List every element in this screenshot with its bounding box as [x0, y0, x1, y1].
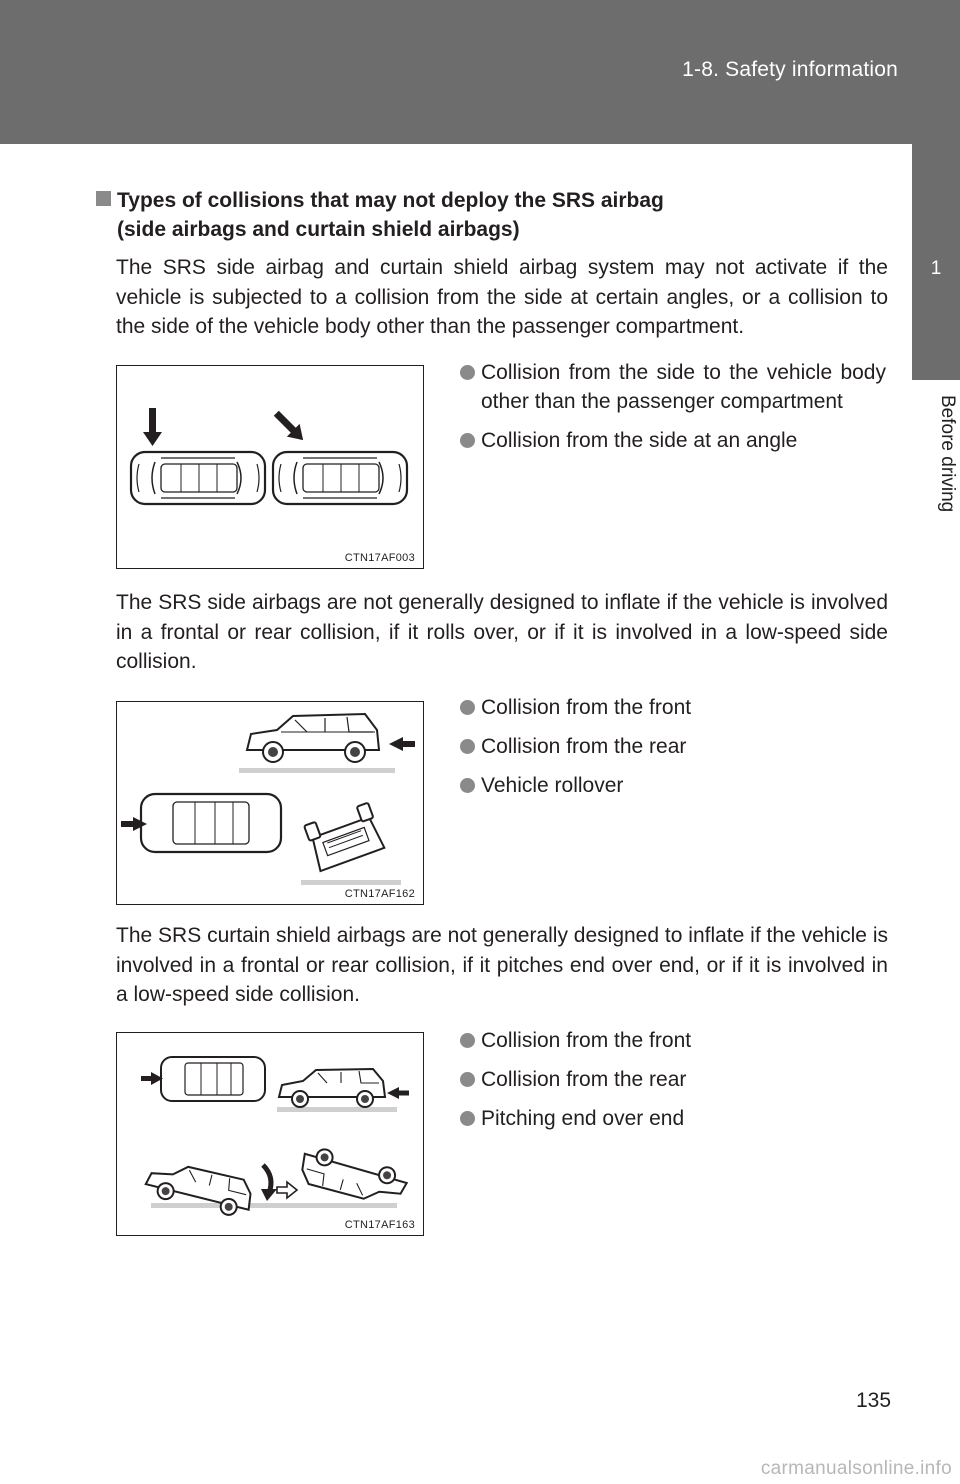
arrow-left-icon	[387, 1087, 409, 1099]
front-rear-pitching-illustration	[117, 1033, 425, 1237]
section-heading	[96, 186, 886, 244]
round-bullet-icon	[460, 739, 475, 754]
square-bullet-icon	[96, 191, 111, 206]
round-bullet-icon	[460, 1033, 475, 1048]
arrow-angle-icon	[270, 407, 310, 447]
heading-line-2: (side airbags and curtain shield airbags)	[117, 218, 520, 241]
list-item: Collision from the front	[460, 1026, 886, 1055]
round-bullet-icon	[460, 700, 475, 715]
page-number: 135	[856, 1389, 892, 1412]
round-bullet-icon	[460, 1111, 475, 1126]
bullet-list-2	[460, 693, 886, 810]
figure-code: CTN17AF162	[344, 888, 415, 900]
list-item: Collision from the rear	[460, 732, 886, 761]
side-collision-illustration	[117, 366, 425, 570]
figure-code: CTN17AF163	[344, 1219, 415, 1231]
figure-front-rear-rollover	[116, 701, 424, 905]
list-item: Collision from the rear	[460, 1065, 886, 1094]
round-bullet-icon	[460, 778, 475, 793]
paragraph-2: The SRS side airbags are not generally designed to inflate if the vehicle is involved in a frontal or rear collision, if it rolls over, or if it is involved in a low-speed side collision.	[116, 591, 888, 673]
arrow-left-icon	[389, 737, 415, 751]
list-item: Pitching end over end	[460, 1104, 886, 1133]
watermark: carmanualsonline.info	[760, 1458, 952, 1479]
round-bullet-icon	[460, 365, 475, 380]
front-rear-rollover-illustration	[117, 702, 425, 906]
list-item: Collision from the side to the vehicle body other than the passenger compartment	[460, 358, 886, 416]
figure-front-rear-pitching	[116, 1032, 424, 1236]
section-title: 1-8. Safety information	[682, 58, 898, 81]
chapter-number: 1	[930, 258, 942, 279]
arrow-down-icon	[143, 408, 162, 446]
figure-side-collision	[116, 365, 424, 569]
arrow-outline-right-icon	[277, 1182, 297, 1198]
heading-line-1: Types of collisions that may not deploy the SRS airbag	[117, 189, 664, 212]
list-item: Collision from the front	[460, 693, 886, 722]
list-item: Vehicle rollover	[460, 771, 886, 800]
bullet-list-1	[460, 358, 886, 465]
arrow-right-icon	[141, 1072, 163, 1085]
page-header	[0, 0, 960, 144]
chapter-label: Before driving	[937, 395, 958, 513]
round-bullet-icon	[460, 1072, 475, 1087]
paragraph-3: The SRS curtain shield airbags are not generally designed to inflate if the vehicle is involved in a frontal or rear collision, if it pitches end over end, or if it is involved in a low-speed side collision.	[116, 924, 888, 1006]
bullet-list-3	[460, 1026, 886, 1143]
paragraph-1: The SRS side airbag and curtain shield airbag system may not activate if the vehicle is subjected to a collision from the side at certain angles, or a collision to the side of the vehicle body other than the passenger compartment.	[116, 256, 888, 338]
round-bullet-icon	[460, 433, 475, 448]
list-item: Collision from the side at an angle	[460, 426, 886, 455]
figure-code: CTN17AF003	[344, 552, 415, 564]
